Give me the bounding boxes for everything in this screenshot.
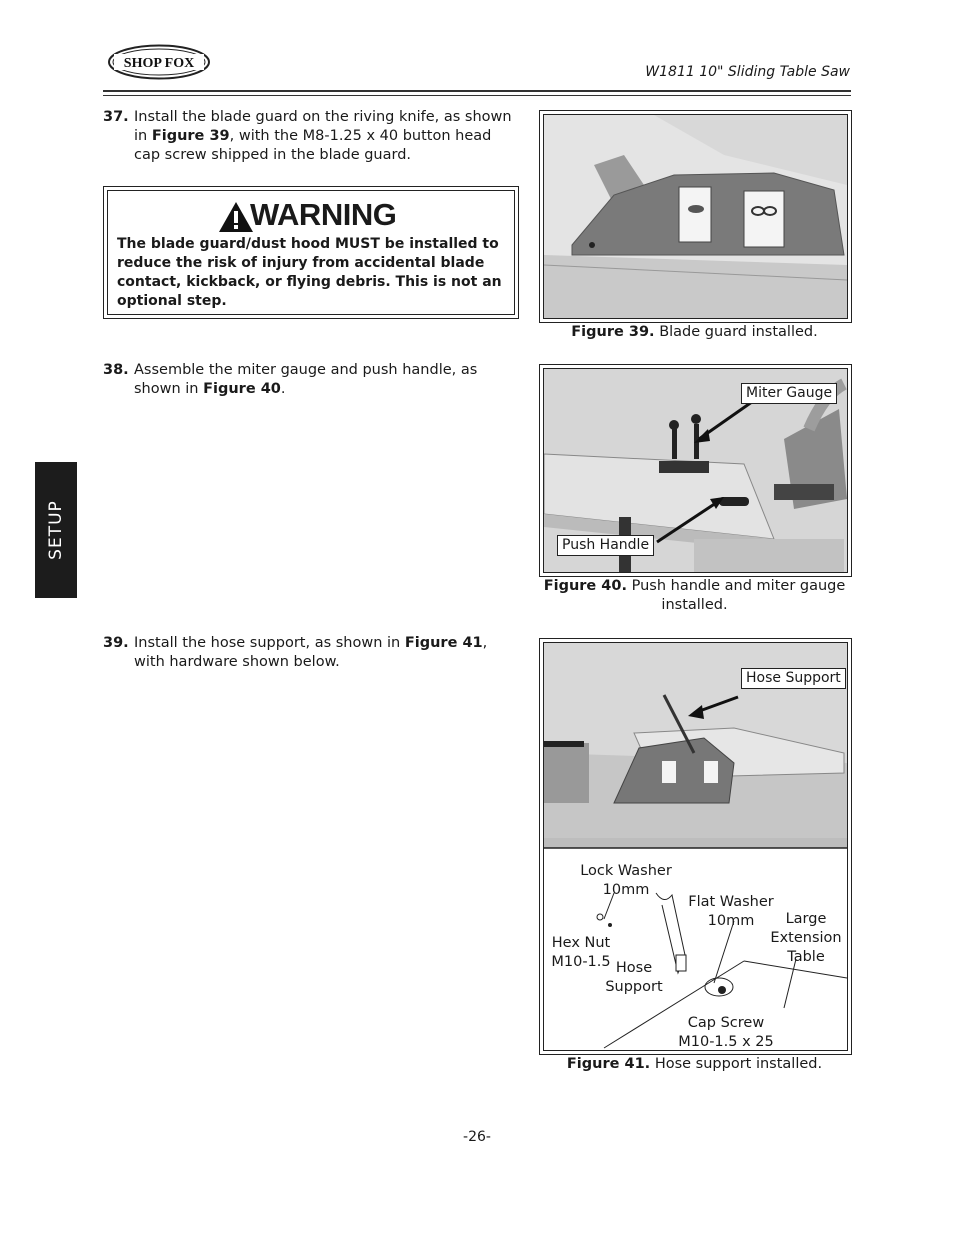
warning-title: WARNING: [250, 197, 397, 232]
hex-nut-label: Hex Nut M10-1.5: [551, 935, 611, 970]
hose-support-callout: Hose Support: [741, 668, 846, 689]
figure-ref: Figure 40: [203, 381, 281, 397]
step-39: 39. Install the hose support, as shown in Figure 41, with hardware shown below.: [103, 635, 488, 670]
warning-text: The blade guard/dust hood MUST be installed to reduce the risk of injury from accidental blade contact, kickback, or flying debris. This is not an optional step.: [117, 236, 502, 309]
miter-gauge-callout: Miter Gauge: [741, 383, 837, 404]
cap-screw-label: Cap Screw M10-1.5 x 25: [678, 1015, 774, 1050]
warning-triangle-icon: [218, 201, 254, 233]
figure-39-caption: Figure 39. Blade guard installed.: [571, 324, 818, 340]
hose-support-label: Hose Support: [605, 960, 663, 995]
step-number: 37.: [103, 109, 129, 125]
step-number: 39.: [103, 635, 129, 651]
push-handle-callout: Push Handle: [557, 535, 654, 556]
step-37: 37. Install the blade guard on the riving knife, as shown in Figure 39, with the M8-1.25 x 40 button head cap screw shipped in the blade guard.: [103, 109, 512, 163]
figure-41-caption: Figure 41. Hose support installed.: [566, 1056, 823, 1072]
manual-title: W1811 10" Sliding Table Saw: [645, 64, 850, 80]
step-number: 38.: [103, 362, 129, 378]
figure-40-caption: Figure 40. Push handle and miter gauge installed.: [543, 578, 846, 613]
shop-fox-logo: [108, 44, 210, 80]
page-number: -26-: [463, 1129, 491, 1145]
warning-box: [103, 186, 519, 319]
section-tab: [35, 462, 77, 598]
hose-support-photo: [544, 643, 847, 1050]
lock-washer-label: Lock Washer 10mm: [580, 863, 672, 898]
figure-ref: Figure 41: [404, 635, 483, 651]
blade-guard-photo: [544, 115, 847, 318]
figure-39: [539, 110, 852, 323]
step-38: 38. Assemble the miter gauge and push handle, as shown in Figure 40.: [103, 362, 478, 397]
section-tab-label: SETUP: [46, 500, 66, 560]
figure-ref: Figure 39: [151, 128, 230, 144]
svg-text:SHOP FOX: SHOP FOX: [123, 56, 195, 71]
header-rule: [103, 90, 851, 92]
header-rule-thin: [103, 95, 851, 96]
figure-41: [539, 638, 852, 1055]
large-extension-table-label: Large Extension Table: [770, 911, 842, 965]
figure-40: [539, 364, 852, 577]
flat-washer-label: Flat Washer 10mm: [688, 894, 774, 929]
